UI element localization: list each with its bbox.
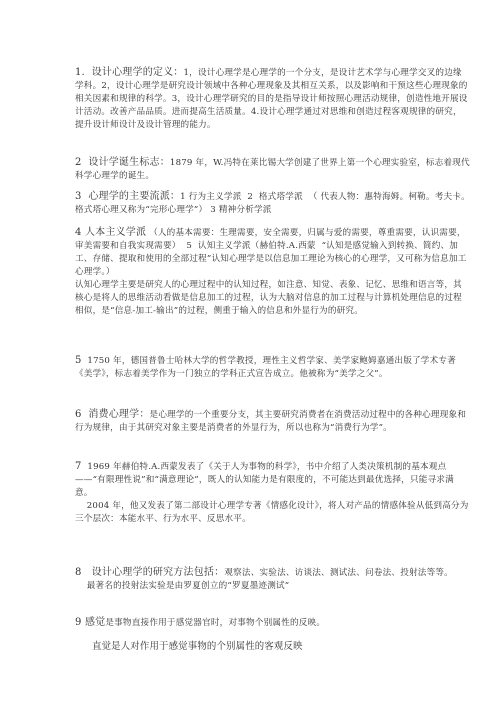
section-6 (75, 408, 470, 435)
section-text: 1969 年赫伯特.A.西蒙发表了《关于人为事物的科学》，书中介绍了人类决策机制的基本观点——“有限理性说”和“满意理论”，既人的认知能力是有限度的，不可能达到最优选择，只能寻求满意。 2004 年，他又发表了第二部设计心理学专著《情感化设计》，将人对产品的情感体验从低到高分为三个层次：本能水平、行为水平、反思水平。 (75, 462, 469, 524)
section-heading: 感觉 (81, 617, 106, 628)
section-heading: 人本主义学派 (81, 227, 147, 238)
section-heading: 心理学的主要流派： (81, 191, 181, 202)
section-number: 5 (75, 355, 82, 366)
section-number: 4 (75, 227, 82, 238)
footer-line: 直觉是人对作用于感觉事物的个别属性的客观反映 (92, 641, 303, 652)
section-heading: 消费心理学： (81, 409, 150, 420)
section-heading: 设计学诞生标志： (81, 157, 170, 168)
section-text: 1 行为主义学派 2 格式塔学派 （ 代表人物：惠特海姆。柯勒。考夫卡。格式塔心理又称为“完形心理学”） 3 精神分析学派 (75, 192, 470, 215)
section-5 (75, 354, 470, 381)
section-text: 是事物直接作用于感觉器官时，对事物个别属性的反映。 (105, 618, 326, 628)
section-4 (75, 226, 470, 318)
section-number: 8 (75, 567, 82, 578)
section-3 (75, 190, 470, 217)
section-text: 1879 年，W.冯特在莱比锡大学创建了世界上第一个心理实验室，标志着现代科学心理学的诞生。 (75, 158, 470, 181)
section-2 (75, 156, 470, 183)
section-number: 9 (75, 617, 82, 628)
section-heading: 设计心理学的定义： (84, 67, 184, 78)
section-number: 3 (75, 191, 82, 202)
section-text: 是心理学的一个重要分支，其主要研究消费者在消费活动过程中的各种心理现象和行为规律，由于其研究对象主要是消费者的外显行为，所以也称为“消费行为学”。 (75, 410, 467, 433)
section-text: 1，设计心理学是心理学的一个分支，是设计艺术学与心理学交叉的边缘学科。2，设计心理学是研究设计领域中各种心理现象及其相互关系，以及影响和干预这些心理现象的相关因素和规律的科学。3，设计心理学研究的目的是指导设计师按照心理活动规律，创造性地开展设计活动。改善产品品质。进而提高生活质量。4.设计心理学通过对思维和创造过程客观规律的研究，提升设计师设计及设计管理的能力。 (75, 68, 468, 130)
section-text: （人的基本需要：生理需要，安全需要，归属与爱的需要，尊重需要，认识需要，审美需要和自我实现需要） 5 认知主义学派（赫伯特.A.西蒙 “认知是感觉输入到转换、简约、加工、存储、提取和使用的全部过程”认知心理学是以信息加工理论为核心的心理学，又可称为信息加工心理学。） 认知心理学主要是研究人的心理过程中的认知过程，如注意、知觉、表象、记忆、思维和语言等，其核心是将人的思维活动看做是信息加工的过程，认为大脑对信息的加工过程与计算机处理信息的过程相似，是“信息-加工-输出”的过程，侧重于输入的信息和外显行为的研究。 (75, 228, 467, 316)
section-8 (75, 566, 470, 593)
section-text: 1750 年，德国普鲁士哈林大学的哲学教授，理性主义哲学家、美学家鲍姆嘉通出版了学术专著《美学》，标志着美学作为一门独立的学科正式宣告成立。他被称为“美学之父”。 (75, 356, 456, 379)
section-9 (75, 616, 470, 630)
section-1 (75, 66, 470, 132)
section-text: 观察法、实验法、访谈法、测试法、问卷法、投射法等等。 最著名的投射法实验是由罗夏创立的“罗夏墨迹测试” (86, 568, 453, 591)
section-number: 2 (75, 157, 82, 168)
section-number: 7 (75, 461, 82, 472)
section-7 (75, 460, 470, 526)
section-heading: 设计心理学的研究方法包括： (81, 567, 225, 578)
section-number: 1. (75, 67, 85, 78)
section-number: 6 (75, 409, 82, 420)
